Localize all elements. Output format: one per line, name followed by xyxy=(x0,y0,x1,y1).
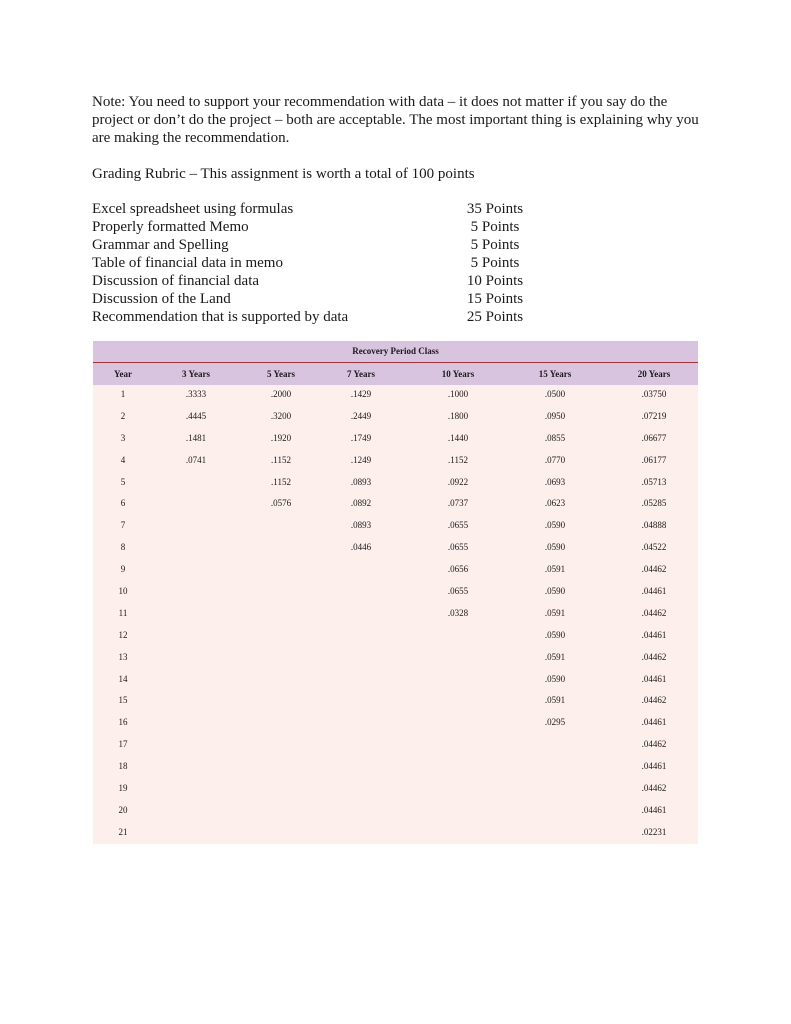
rate-cell: .02231 xyxy=(641,826,667,837)
rate-cell: .1800 xyxy=(447,410,469,421)
year-cell: 17 xyxy=(118,739,128,750)
rubric-points: 5 Points xyxy=(470,219,520,235)
year-cell: 13 xyxy=(118,651,128,662)
rubric-points: 10 Points xyxy=(466,273,524,289)
rate-cell: .0591 xyxy=(544,564,566,575)
rate-cell: .3333 xyxy=(185,389,207,399)
table-header-row xyxy=(93,363,698,385)
table-row xyxy=(93,494,698,516)
rate-cell: .04461 xyxy=(641,586,667,597)
table-row xyxy=(93,713,698,735)
rate-cell: .1749 xyxy=(350,432,372,443)
rate-cell: .0655 xyxy=(447,586,469,597)
rate-cell: .06677 xyxy=(641,432,667,443)
year-cell: 5 xyxy=(120,476,126,487)
year-cell: 4 xyxy=(120,454,126,465)
rate-cell: .0591 xyxy=(544,695,566,706)
rate-cell: .0623 xyxy=(544,498,566,509)
rate-cell: .04522 xyxy=(641,542,667,553)
rate-cell: .0446 xyxy=(350,542,372,553)
rate-cell: .0590 xyxy=(544,586,566,597)
table-row xyxy=(93,779,698,801)
rate-cell: .0500 xyxy=(544,389,566,399)
table-row xyxy=(93,385,698,407)
rubric-points: 25 Points xyxy=(466,309,524,325)
rubric-item: Discussion of the Land xyxy=(92,291,231,307)
rubric-item: Properly formatted Memo xyxy=(92,219,249,235)
rate-cell: .0737 xyxy=(447,498,469,509)
table-row xyxy=(93,757,698,779)
rate-cell: .1440 xyxy=(447,432,469,443)
rate-cell: .2449 xyxy=(350,410,372,421)
rate-cell: .04462 xyxy=(641,564,667,575)
rate-cell: .0655 xyxy=(447,542,469,553)
rate-cell: .07219 xyxy=(641,410,667,421)
year-cell: 9 xyxy=(120,564,126,575)
rate-cell: .0590 xyxy=(544,673,566,684)
rubric-item: Grammar and Spelling xyxy=(92,237,229,253)
year-cell: 15 xyxy=(118,695,128,706)
rate-cell: .0590 xyxy=(544,629,566,640)
rate-cell: .1429 xyxy=(350,389,372,399)
grading-rubric-title: Grading Rubric – This assignment is worth a total of 100 points xyxy=(92,166,475,182)
rate-cell: .2000 xyxy=(270,389,292,399)
year-cell: 6 xyxy=(120,498,126,509)
rate-cell: .1920 xyxy=(270,432,292,443)
rate-cell: .04461 xyxy=(641,673,667,684)
table-row xyxy=(93,429,698,451)
year-cell: 2 xyxy=(120,410,126,421)
rate-cell: .0893 xyxy=(350,476,372,487)
rate-cell: .04462 xyxy=(641,739,667,750)
rubric-points: 15 Points xyxy=(466,291,524,307)
rate-cell: .3200 xyxy=(270,410,292,421)
table-row xyxy=(93,604,698,626)
table-row xyxy=(93,407,698,429)
year-cell: 12 xyxy=(118,629,128,640)
year-cell: 18 xyxy=(118,761,128,772)
year-cell: 11 xyxy=(118,607,128,618)
rate-cell: .0590 xyxy=(544,520,566,531)
table-row xyxy=(93,823,698,845)
table-row xyxy=(93,648,698,670)
rate-cell: .04462 xyxy=(641,783,667,794)
table-body xyxy=(93,385,698,845)
rate-cell: .0950 xyxy=(544,410,566,421)
column-header: 10 Years xyxy=(441,369,475,379)
rate-cell: .1152 xyxy=(448,454,468,465)
table-row xyxy=(93,538,698,560)
year-cell: 14 xyxy=(118,673,128,684)
year-cell: 20 xyxy=(118,804,128,815)
year-cell: 10 xyxy=(118,586,128,597)
rate-cell: .1249 xyxy=(350,454,372,465)
rate-cell: .1152 xyxy=(271,454,291,465)
rate-cell: .0328 xyxy=(447,607,469,618)
rate-cell: .04462 xyxy=(641,695,667,706)
rate-cell: .05285 xyxy=(641,498,667,509)
rubric-item: Excel spreadsheet using formulas xyxy=(92,201,294,217)
rate-cell: .04461 xyxy=(641,717,667,728)
year-cell: 3 xyxy=(120,432,126,443)
rubric-item: Discussion of financial data xyxy=(92,273,260,289)
rate-cell: .04462 xyxy=(641,651,667,662)
rate-cell: .06177 xyxy=(641,454,667,465)
year-cell: 8 xyxy=(120,542,126,553)
rate-cell: .03750 xyxy=(641,389,667,399)
rate-cell: .04888 xyxy=(641,520,667,531)
rate-cell: .0576 xyxy=(270,498,292,509)
table-row xyxy=(93,801,698,823)
rate-cell: .0656 xyxy=(447,564,469,575)
rubric-item: Recommendation that is supported by data xyxy=(92,309,349,325)
rate-cell: .0591 xyxy=(544,607,566,618)
year-cell: 21 xyxy=(118,826,128,837)
rate-cell: .0922 xyxy=(447,476,469,487)
table-row xyxy=(93,582,698,604)
table-row xyxy=(93,670,698,692)
table-row xyxy=(93,516,698,538)
rate-cell: .04462 xyxy=(641,607,667,618)
rate-cell: .4445 xyxy=(185,410,207,421)
rate-cell: .0893 xyxy=(350,520,372,531)
rate-cell: .0590 xyxy=(544,542,566,553)
note-paragraph: Note: You need to support your recommendation with data – it does not matter if you say do the project or don’t do the project – both are acceptable. The most important thing is explaining why you are making the recommendation. xyxy=(92,94,699,146)
column-header: 3 Years xyxy=(182,369,210,379)
year-cell: 7 xyxy=(120,520,126,531)
rate-cell: .0295 xyxy=(544,717,566,728)
column-header: 15 Years xyxy=(538,369,572,379)
rate-cell: .0770 xyxy=(544,454,566,465)
rubric-points: 5 Points xyxy=(470,237,520,253)
rate-cell: .1481 xyxy=(185,432,207,443)
rate-cell: .0892 xyxy=(350,498,372,509)
table-row xyxy=(93,691,698,713)
table-row xyxy=(93,626,698,648)
rate-cell: .05713 xyxy=(641,476,667,487)
column-header: 7 Years xyxy=(347,369,375,379)
rubric-points: 35 Points xyxy=(466,201,524,217)
rate-cell: .1000 xyxy=(447,389,469,399)
rate-cell: .1152 xyxy=(271,476,291,487)
column-header: 5 Years xyxy=(267,369,295,379)
table-title: Recovery Period Class xyxy=(93,341,698,363)
rate-cell: .0855 xyxy=(544,432,566,443)
table-row xyxy=(93,473,698,495)
table-row xyxy=(93,451,698,473)
rate-cell: .04461 xyxy=(641,761,667,772)
table-row xyxy=(93,735,698,757)
year-cell: 19 xyxy=(118,783,128,794)
rate-cell: .0591 xyxy=(544,651,566,662)
column-header: Year xyxy=(114,369,132,379)
rate-cell: .0741 xyxy=(185,454,207,465)
table-row xyxy=(93,560,698,582)
rate-cell: .0693 xyxy=(544,476,566,487)
rate-cell: .0655 xyxy=(447,520,469,531)
macrs-table xyxy=(93,341,698,844)
rubric-item: Table of financial data in memo xyxy=(92,255,283,271)
rubric-points: 5 Points xyxy=(470,255,520,271)
year-cell: 1 xyxy=(120,389,126,399)
year-cell: 16 xyxy=(118,717,128,728)
rate-cell: .04461 xyxy=(641,804,667,815)
rate-cell: .04461 xyxy=(641,629,667,640)
column-header: 20 Years xyxy=(637,369,671,379)
